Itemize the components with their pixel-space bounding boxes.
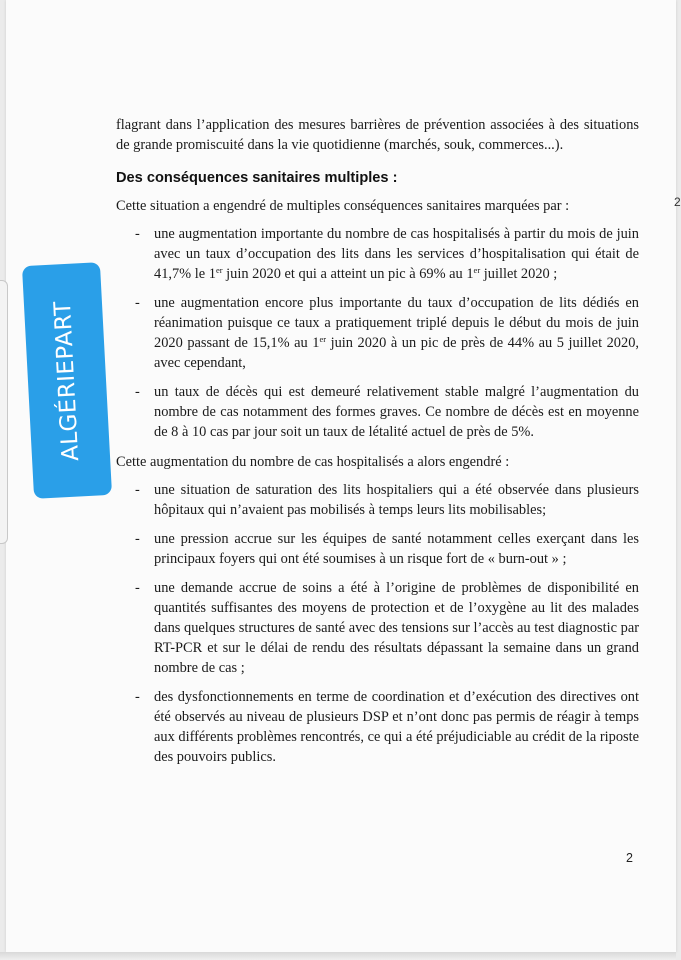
- list-item-text: une pression accrue sur les équipes de santé notamment celles exerçant dans les principaux foyers qui ont été soumises à un risque fort de « burn-out » ;: [154, 531, 639, 567]
- list-item: [116, 382, 639, 442]
- section-heading: Des conséquences sanitaires multiples :: [116, 170, 398, 186]
- watermark-text: ALGÉRIEPART: [49, 299, 85, 462]
- list-item-text: une situation de saturation des lits hospitaliers qui a été observée dans plusieurs hôpitaux qui n’avaient pas mobilisés à temps leurs lits mobilisables;: [154, 482, 639, 518]
- intro-paragraph: flagrant dans l’application des mesures barrières de prévention associées à des situations de grande promiscuité dans la vie quotidienne (marchés, souk, commerces...).: [116, 117, 639, 153]
- list-item-text: juin 2020 à un pic de près de 44% au 5 juillet 2020, avec cependant,: [154, 335, 639, 371]
- superscript: er: [473, 265, 481, 275]
- consequences-list: [116, 224, 639, 442]
- list-dash: -: [135, 580, 140, 596]
- watermark-banner: [22, 262, 112, 499]
- list-item: [116, 480, 639, 520]
- list-item-text: un taux de décès qui est demeuré relativement stable malgré l’augmentation du nombre de cas notamment des formes graves. Ce nombre de décès est en moyenne de 8 à 10 cas par jour soit un taux de létalité actuel de près de 5%.: [154, 384, 639, 440]
- list-item-text: une demande accrue de soins a été à l’origine de problèmes de disponibilité en quantités suffisantes des moyens de protection et de l’oxygène au lit des malades dans quelques structures de santé avec des tensions sur l’accès au test diagnostic par RT-PCR et sur le délai de rendu des résultats dépassant la semaine dans un grand nombre de cas ;: [154, 580, 639, 676]
- list-item-text: juillet 2020 ;: [480, 266, 558, 282]
- list-item-text: des dysfonctionnements en terme de coordination et d’exécution des directives ont été observés au niveau de plusieurs DSP et n’ont donc pas permis de réagir à temps aux différents problèmes rencontrés, ce qui a été préjudiciable au crédit de la riposte des pouvoirs publics.: [154, 689, 639, 765]
- bottom-shadow: [0, 952, 676, 960]
- list-dash: -: [135, 531, 140, 547]
- lead-paragraph-2: Cette augmentation du nombre de cas hospitalisés a alors engendré :: [116, 454, 510, 470]
- adjacent-page-number: 2: [674, 195, 681, 209]
- list-dash: -: [135, 689, 140, 705]
- document-body: [116, 115, 639, 777]
- list-dash: -: [135, 226, 140, 242]
- superscript: er: [215, 265, 223, 275]
- list-dash: -: [135, 295, 140, 311]
- list-item-text: une augmentation importante du nombre de cas hospitalisés à partir du mois de juin avec un taux d’occupation des lits dans les services d’hospitalisation qui était de 41,7% le 1: [154, 226, 639, 282]
- list-dash: -: [135, 384, 140, 400]
- hospitalisation-effects-list: [116, 480, 639, 767]
- superscript: er: [319, 334, 327, 344]
- page-edge-tab: [0, 280, 8, 544]
- list-item: [116, 293, 639, 373]
- page-number: 2: [626, 851, 633, 865]
- list-item: [116, 224, 639, 284]
- list-item: [116, 687, 639, 767]
- list-item-text: une augmentation encore plus importante du taux d’occupation de lits dédiés en réanimation puisque ce taux a pratiquement triplé depuis le début du mois de juin 2020 passant de 15,1% au 1: [154, 295, 639, 351]
- list-item: [116, 529, 639, 569]
- list-dash: -: [135, 482, 140, 498]
- list-item-text: juin 2020 et qui a atteint un pic à 69% au 1: [222, 266, 474, 282]
- lead-paragraph-1: Cette situation a engendré de multiples conséquences sanitaires marquées par :: [116, 198, 570, 214]
- list-item: [116, 578, 639, 678]
